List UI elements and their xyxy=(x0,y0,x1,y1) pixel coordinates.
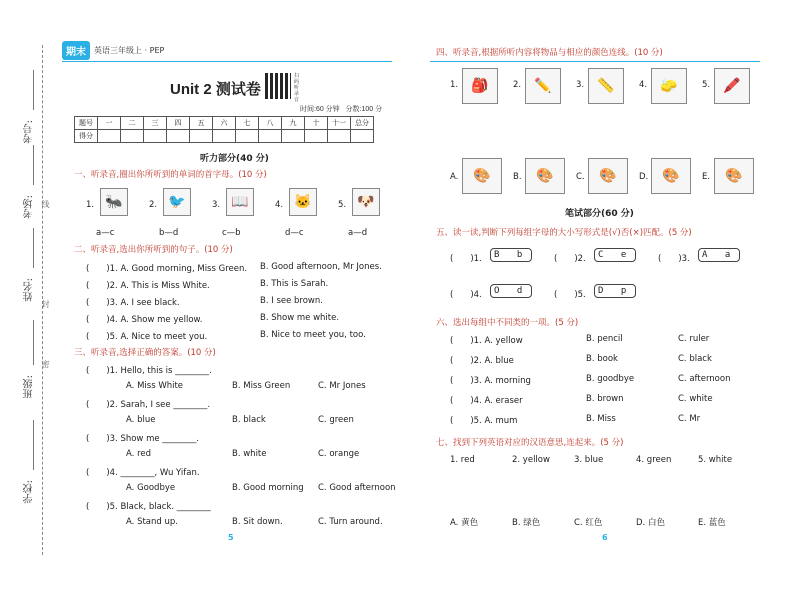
score-cell[interactable] xyxy=(213,130,236,143)
s1-options[interactable]: d—c xyxy=(285,228,304,238)
s3-option-a[interactable]: A. blue xyxy=(126,415,156,425)
s5-paren[interactable]: ( )3. xyxy=(658,254,690,264)
score-table xyxy=(74,116,374,143)
s4-color-letter: E. xyxy=(702,172,711,182)
class-label: 班级: xyxy=(24,375,35,399)
score-cell[interactable] xyxy=(144,130,167,143)
s3-option-a[interactable]: A. Goodbye xyxy=(126,483,176,493)
s2-option-b[interactable]: B. This is Sarah. xyxy=(260,279,329,289)
section7-english xyxy=(450,455,770,469)
s2-option-b[interactable]: B. I see brown. xyxy=(260,296,323,306)
s1-number: 3. xyxy=(212,200,221,210)
s5-paren[interactable]: ( )2. xyxy=(554,254,586,264)
s2-option-b[interactable]: B. Nice to meet you, too. xyxy=(260,330,366,340)
section4-heading: 四、听录音,根据所听内容将物品与相应的颜色连线。(10 分) xyxy=(436,48,663,58)
s6-option-b[interactable]: B. goodbye xyxy=(586,374,635,384)
s1-options[interactable]: b—d xyxy=(159,228,179,238)
s5-paren[interactable]: ( )5. xyxy=(554,290,586,300)
s7-english-word[interactable]: 5. white xyxy=(698,455,733,465)
brand-logo xyxy=(62,40,164,60)
s6-option-c[interactable]: C. white xyxy=(678,394,713,404)
s3-option-c[interactable]: C. green xyxy=(318,415,354,425)
s4-object-number: 2. xyxy=(513,80,522,90)
section1-heading: 一、听录音,圈出你所听到的单词的首字母。(10 分) xyxy=(74,170,267,180)
s1-picture-icon: 🐜 xyxy=(100,188,128,216)
s7-chinese-word[interactable]: E. 蓝色 xyxy=(698,518,726,528)
score-cell[interactable] xyxy=(167,130,190,143)
s5-paren[interactable]: ( )4. xyxy=(450,290,482,300)
s7-english-word[interactable]: 2. yellow xyxy=(512,455,550,465)
s4-color-letter: D. xyxy=(639,172,649,182)
s5-letter-pair: A a xyxy=(698,248,740,262)
score-cell[interactable] xyxy=(236,130,259,143)
seal-seal-mark: 封 xyxy=(41,300,50,308)
score-cell[interactable] xyxy=(98,130,121,143)
score-cell[interactable] xyxy=(190,130,213,143)
question-number-cell: 五 xyxy=(190,117,213,130)
section5-items xyxy=(450,248,780,308)
s3-option-b[interactable]: B. black xyxy=(232,415,266,425)
question-number-cell: 二 xyxy=(121,117,144,130)
section4-objects xyxy=(450,68,770,108)
class-blank[interactable] xyxy=(33,320,34,365)
s1-number: 4. xyxy=(275,200,284,210)
s4-object-icon[interactable]: ✏️ xyxy=(525,68,561,104)
name-label: 姓名: xyxy=(24,278,35,302)
question-number-cell: 八 xyxy=(259,117,282,130)
s7-english-word[interactable]: 4. green xyxy=(636,455,672,465)
s3-question: ( )2. Sarah, I see ________. xyxy=(86,400,211,410)
s3-option-b[interactable]: B. white xyxy=(232,449,267,459)
exam-meta xyxy=(300,104,382,114)
header-rule-right xyxy=(430,61,760,62)
s4-color-letter: A. xyxy=(450,172,459,182)
book-subtitle: 英语三年级上 · PEP xyxy=(94,45,165,55)
s4-object-number: 4. xyxy=(639,80,648,90)
question-number-cell: 十 xyxy=(305,117,328,130)
seal-secret-mark: 密 xyxy=(41,360,50,368)
s5-letter-pair: B b xyxy=(490,248,532,262)
listening-title: 听力部分(40 分) xyxy=(200,154,269,164)
section7-heading: 七、找到下列英语对应的汉语意思,连起来。(5 分) xyxy=(436,438,624,448)
s3-question: ( )5. Black, black. ________ xyxy=(86,502,211,512)
s4-object-icon[interactable]: 🖍️ xyxy=(714,68,750,104)
s2-option-a[interactable]: ( )1. A. Good morning, Miss Green. xyxy=(86,264,248,274)
s4-paint-icon[interactable]: 🎨 xyxy=(525,158,565,194)
page-number-right: 6 xyxy=(602,533,608,542)
s6-option-b[interactable]: B. brown xyxy=(586,394,624,404)
s4-paint-icon[interactable]: 🎨 xyxy=(651,158,691,194)
s4-object-number: 5. xyxy=(702,80,711,90)
s4-object-icon[interactable]: 🧽 xyxy=(651,68,687,104)
s6-option-a[interactable]: ( )1. A. yellow xyxy=(450,336,523,346)
s3-question: ( )3. Show me ________. xyxy=(86,434,199,444)
score-cell[interactable] xyxy=(282,130,305,143)
name-blank[interactable] xyxy=(33,228,34,268)
s3-option-c[interactable]: C. Mr Jones xyxy=(318,381,366,391)
question-number-cell: 三 xyxy=(144,117,167,130)
seal-line-mark: 线 xyxy=(41,200,50,208)
score-cell[interactable] xyxy=(351,130,374,143)
s4-color-letter: C. xyxy=(576,172,585,182)
s6-option-c[interactable]: C. afternoon xyxy=(678,374,731,384)
s1-options[interactable]: a—d xyxy=(348,228,368,238)
qr-caption: 扫码听录音 xyxy=(294,73,300,103)
section2-heading: 二、听录音,选出你所听到的句子。(10 分) xyxy=(74,245,233,255)
s6-option-b[interactable]: B. Miss xyxy=(586,414,616,424)
s4-paint-icon[interactable]: 🎨 xyxy=(714,158,754,194)
exam-room-blank[interactable] xyxy=(33,145,34,185)
s5-paren[interactable]: ( )1. xyxy=(450,254,482,264)
s1-picture-icon: 🐦 xyxy=(163,188,191,216)
question-number-cell: 四 xyxy=(167,117,190,130)
s5-letter-pair: O d xyxy=(490,284,532,298)
s6-option-a[interactable]: ( )2. A. blue xyxy=(450,356,514,366)
question-number-cell: 七 xyxy=(236,117,259,130)
s1-picture-icon: 🐱 xyxy=(289,188,317,216)
exam-time: 时间:60 分钟 xyxy=(300,106,340,113)
s1-number: 5. xyxy=(338,200,347,210)
score-cell[interactable] xyxy=(328,130,351,143)
question-number-cell: 总分 xyxy=(351,117,374,130)
question-number-cell: 题号 xyxy=(75,117,98,130)
exam-number-blank[interactable] xyxy=(33,70,34,110)
s2-option-b[interactable]: B. Show me white. xyxy=(260,313,340,323)
exam-number-label: 考号: xyxy=(24,120,35,144)
s6-option-a[interactable]: ( )4. A. eraser xyxy=(450,396,523,406)
s6-option-c[interactable]: C. black xyxy=(678,354,712,364)
s4-object-icon[interactable]: 🎒 xyxy=(462,68,498,104)
s1-options[interactable]: a—c xyxy=(96,228,115,238)
s4-paint-icon[interactable]: 🎨 xyxy=(462,158,502,194)
section7-chinese xyxy=(450,516,770,530)
s2-option-a[interactable]: ( )2. A. This is Miss White. xyxy=(86,281,210,291)
s4-color-letter: B. xyxy=(513,172,522,182)
s5-letter-pair: D p xyxy=(594,284,636,298)
s4-object-number: 1. xyxy=(450,80,459,90)
s3-question: ( )4. ________, Wu Yifan. xyxy=(86,468,200,478)
s6-option-c[interactable]: C. Mr xyxy=(678,414,701,424)
s1-picture-icon: 🐶 xyxy=(352,188,380,216)
s7-chinese-word[interactable]: B. 绿色 xyxy=(512,518,541,528)
s3-option-c[interactable]: C. orange xyxy=(318,449,360,459)
exam-score: 分数:100 分 xyxy=(345,106,383,113)
section4-colors xyxy=(450,158,770,198)
score-cell: 得分 xyxy=(75,130,98,143)
s7-chinese-word[interactable]: D. 白色 xyxy=(636,518,665,528)
written-title: 笔试部分(60 分) xyxy=(565,209,634,219)
s3-option-a[interactable]: A. Stand up. xyxy=(126,517,178,527)
logo-text: 期末 xyxy=(62,41,90,60)
section3-heading: 三、听录音,选择正确的答案。(10 分) xyxy=(74,348,216,358)
s2-option-a[interactable]: ( )4. A. Show me yellow. xyxy=(86,315,203,325)
s3-option-a[interactable]: A. Miss White xyxy=(126,381,184,391)
s4-object-icon[interactable]: 📏 xyxy=(588,68,624,104)
s7-english-word[interactable]: 1. red xyxy=(450,455,475,465)
s1-number: 2. xyxy=(149,200,158,210)
section6-heading: 六、选出每组中不同类的一项。(5 分) xyxy=(436,318,579,328)
score-cell[interactable] xyxy=(121,130,144,143)
exam-room-label: 考场: xyxy=(24,195,35,219)
binding-margin xyxy=(0,0,52,590)
question-number-cell: 九 xyxy=(282,117,305,130)
s4-object-number: 3. xyxy=(576,80,585,90)
school-label: 学校: xyxy=(24,480,35,504)
section1-items xyxy=(86,188,406,238)
page-number-left: 5 xyxy=(228,533,234,542)
s7-chinese-word[interactable]: A. 黄色 xyxy=(450,518,479,528)
s4-paint-icon[interactable]: 🎨 xyxy=(588,158,628,194)
s3-question: ( )1. Hello, this is ________. xyxy=(86,366,212,376)
s1-number: 1. xyxy=(86,200,95,210)
s6-option-b[interactable]: B. pencil xyxy=(586,334,623,344)
s3-option-c[interactable]: C. Good afternoon xyxy=(318,483,396,493)
s7-english-word[interactable]: 3. blue xyxy=(574,455,604,465)
question-number-cell: 六 xyxy=(213,117,236,130)
question-number-cell: 一 xyxy=(98,117,121,130)
header-rule xyxy=(62,61,392,62)
s3-option-b[interactable]: B. Good morning xyxy=(232,483,304,493)
qr-code-icon[interactable] xyxy=(265,73,291,99)
s6-option-a[interactable]: ( )5. A. mum xyxy=(450,416,518,426)
s6-option-a[interactable]: ( )3. A. morning xyxy=(450,376,531,386)
s2-option-b[interactable]: B. Good afternoon, Mr Jones. xyxy=(260,262,382,272)
s2-option-a[interactable]: ( )5. A. Nice to meet you. xyxy=(86,332,208,342)
score-cell[interactable] xyxy=(305,130,328,143)
s3-option-b[interactable]: B. Miss Green xyxy=(232,381,291,391)
page-title: Unit 2 测试卷 xyxy=(170,81,261,98)
s7-chinese-word[interactable]: C. 红色 xyxy=(574,518,603,528)
score-cell[interactable] xyxy=(259,130,282,143)
s6-option-c[interactable]: C. ruler xyxy=(678,334,710,344)
question-number-cell: 十一 xyxy=(328,117,351,130)
s2-option-a[interactable]: ( )3. A. I see black. xyxy=(86,298,180,308)
s3-option-a[interactable]: A. red xyxy=(126,449,152,459)
s1-options[interactable]: c—b xyxy=(222,228,241,238)
s3-option-b[interactable]: B. Sit down. xyxy=(232,517,283,527)
s3-option-c[interactable]: C. Turn around. xyxy=(318,517,383,527)
s6-option-b[interactable]: B. book xyxy=(586,354,618,364)
s1-picture-icon: 📖 xyxy=(226,188,254,216)
s5-letter-pair: C e xyxy=(594,248,636,262)
section5-heading: 五、读一读,判断下列每组字母的大小写形式是(√)否(×)匹配。(5 分) xyxy=(436,228,692,238)
school-blank[interactable] xyxy=(33,420,34,470)
